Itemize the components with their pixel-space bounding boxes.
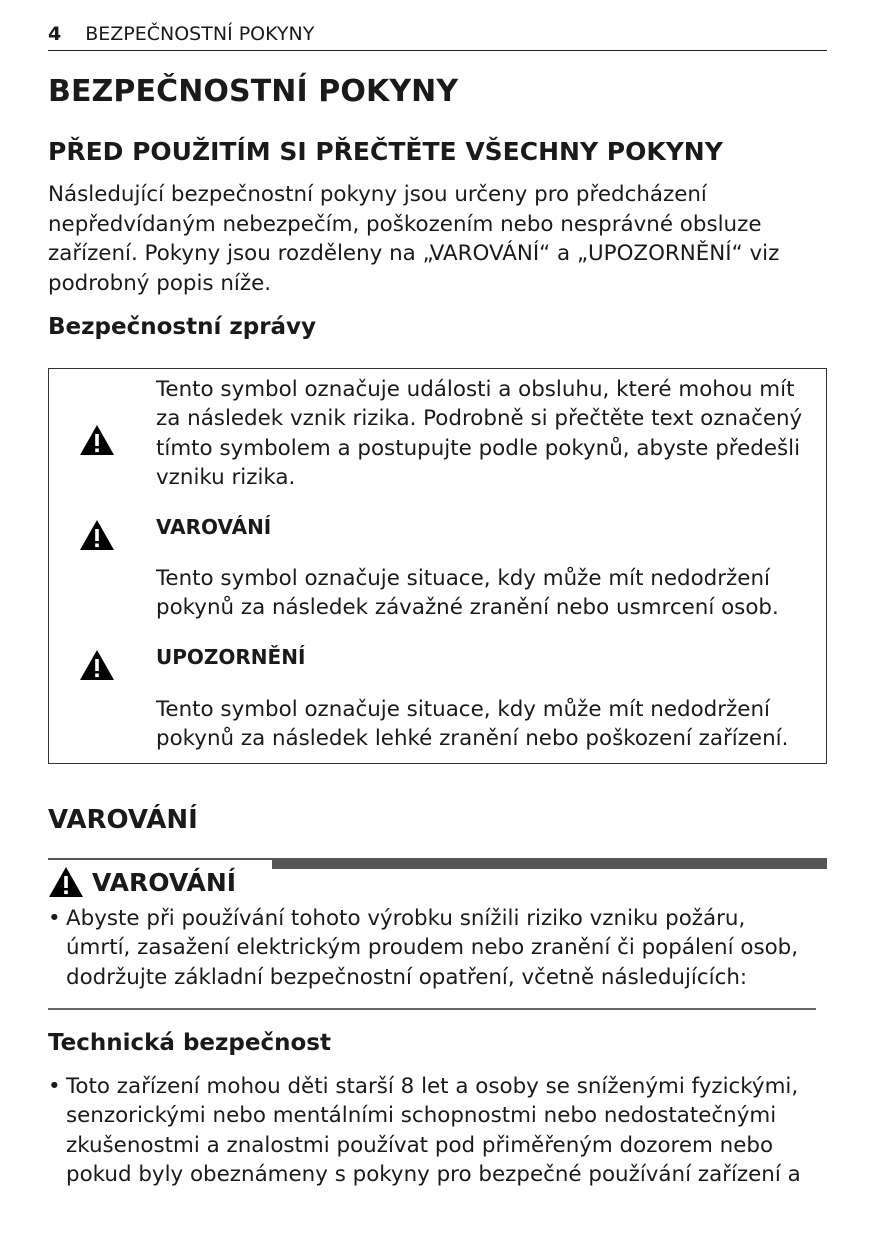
intro-line: podrobný popis níže. xyxy=(48,270,272,296)
bullet-line: dodržujte základní bezpečnostní opatření, včetně následujících: xyxy=(66,964,748,990)
bullet-line: zkušenostmi a znalostmi používat pod přiměřeným dozorem nebo xyxy=(66,1132,774,1158)
technical-safety-heading: Technická bezpečnost xyxy=(48,1030,331,1056)
warning-symbol-description xyxy=(156,564,779,623)
description-line: Tento symbol označuje situace, kdy může mít nedodržení xyxy=(156,566,770,591)
description-line: za následek vznik rizika. Podrobně si přečtěte text označený xyxy=(156,406,803,432)
running-header xyxy=(48,18,827,51)
warning-triangle-icon xyxy=(79,649,115,681)
general-symbol-description xyxy=(156,375,802,492)
warning-rule-thick xyxy=(272,858,827,869)
intro-line: nepředvídaným nebezpečím, poškozením nebo nesprávné obsluze xyxy=(48,211,762,237)
bullet-line: Toto zařízení mohou děti starší 8 let a osoby se sníženými fyzickými, xyxy=(66,1074,799,1099)
caution-symbol-label: UPOZORNĚNÍ xyxy=(156,645,306,669)
page-number: 4 xyxy=(48,23,62,45)
description-line: pokynů za následek lehké zranění nebo poškození zařízení. xyxy=(156,726,789,752)
warning-triangle-icon xyxy=(79,424,115,456)
intro-line: zařízení. Pokyny jsou rozděleny na „VAROVÁNÍ“ a „UPOZORNĚNÍ“ viz xyxy=(48,241,780,266)
warning-box-label: VAROVÁNÍ xyxy=(92,867,237,897)
description-line: pokynů za následek závažné zranění nebo usmrcení osob. xyxy=(156,595,779,621)
warning-rule-thin xyxy=(48,858,274,860)
running-header-title: BEZPEČNOSTNÍ POKYNY xyxy=(85,23,315,45)
caution-symbol-description xyxy=(156,695,788,754)
warning-bullet xyxy=(48,904,798,992)
warning-triangle-icon xyxy=(79,519,115,551)
warning-symbol-label: VAROVÁNÍ xyxy=(156,515,272,539)
bullet-text xyxy=(66,1072,801,1189)
description-line: vzniku rizika. xyxy=(156,464,296,490)
technical-safety-bullet xyxy=(48,1072,801,1189)
warning-triangle-icon xyxy=(48,866,84,898)
page-title: BEZPEČNOSTNÍ POKYNY xyxy=(48,74,459,109)
bullet-marker: • xyxy=(48,1074,61,1099)
bullet-text xyxy=(66,904,798,992)
read-all-instructions-heading: PŘED POUŽITÍM SI PŘEČTĚTE VŠECHNY POKYNY xyxy=(48,137,723,166)
warning-box-title xyxy=(48,866,236,898)
intro-paragraph xyxy=(48,180,833,298)
safety-messages-heading: Bezpečnostní zprávy xyxy=(48,314,317,340)
warnings-section-heading: VAROVÁNÍ xyxy=(48,805,198,835)
bullet-line: Abyste při používání tohoto výrobku snížili riziko vzniku požáru, xyxy=(66,906,746,931)
description-line: Tento symbol označuje situace, kdy může mít nedodržení xyxy=(156,697,770,722)
bullet-line: úmrtí, zasažení elektrickým proudem nebo zranění či popálení osob, xyxy=(66,935,799,961)
warning-box-bottom-rule xyxy=(48,1008,816,1010)
bullet-line: senzorickými nebo mentálními schopnostmi nebo nedostatečnými xyxy=(66,1103,777,1129)
bullet-marker: • xyxy=(48,906,61,931)
bullet-line: pokud byly obeznámeny s pokyny pro bezpečné používání zařízení a xyxy=(66,1161,801,1187)
description-line: Tento symbol označuje události a obsluhu, které mohou mít xyxy=(156,377,795,402)
safety-symbols-box xyxy=(48,368,827,764)
description-line: tímto symbolem a postupujte podle pokynů, abyste předešli xyxy=(156,435,801,461)
intro-line: Následující bezpečnostní pokyny jsou určeny pro předcházení xyxy=(48,182,707,207)
